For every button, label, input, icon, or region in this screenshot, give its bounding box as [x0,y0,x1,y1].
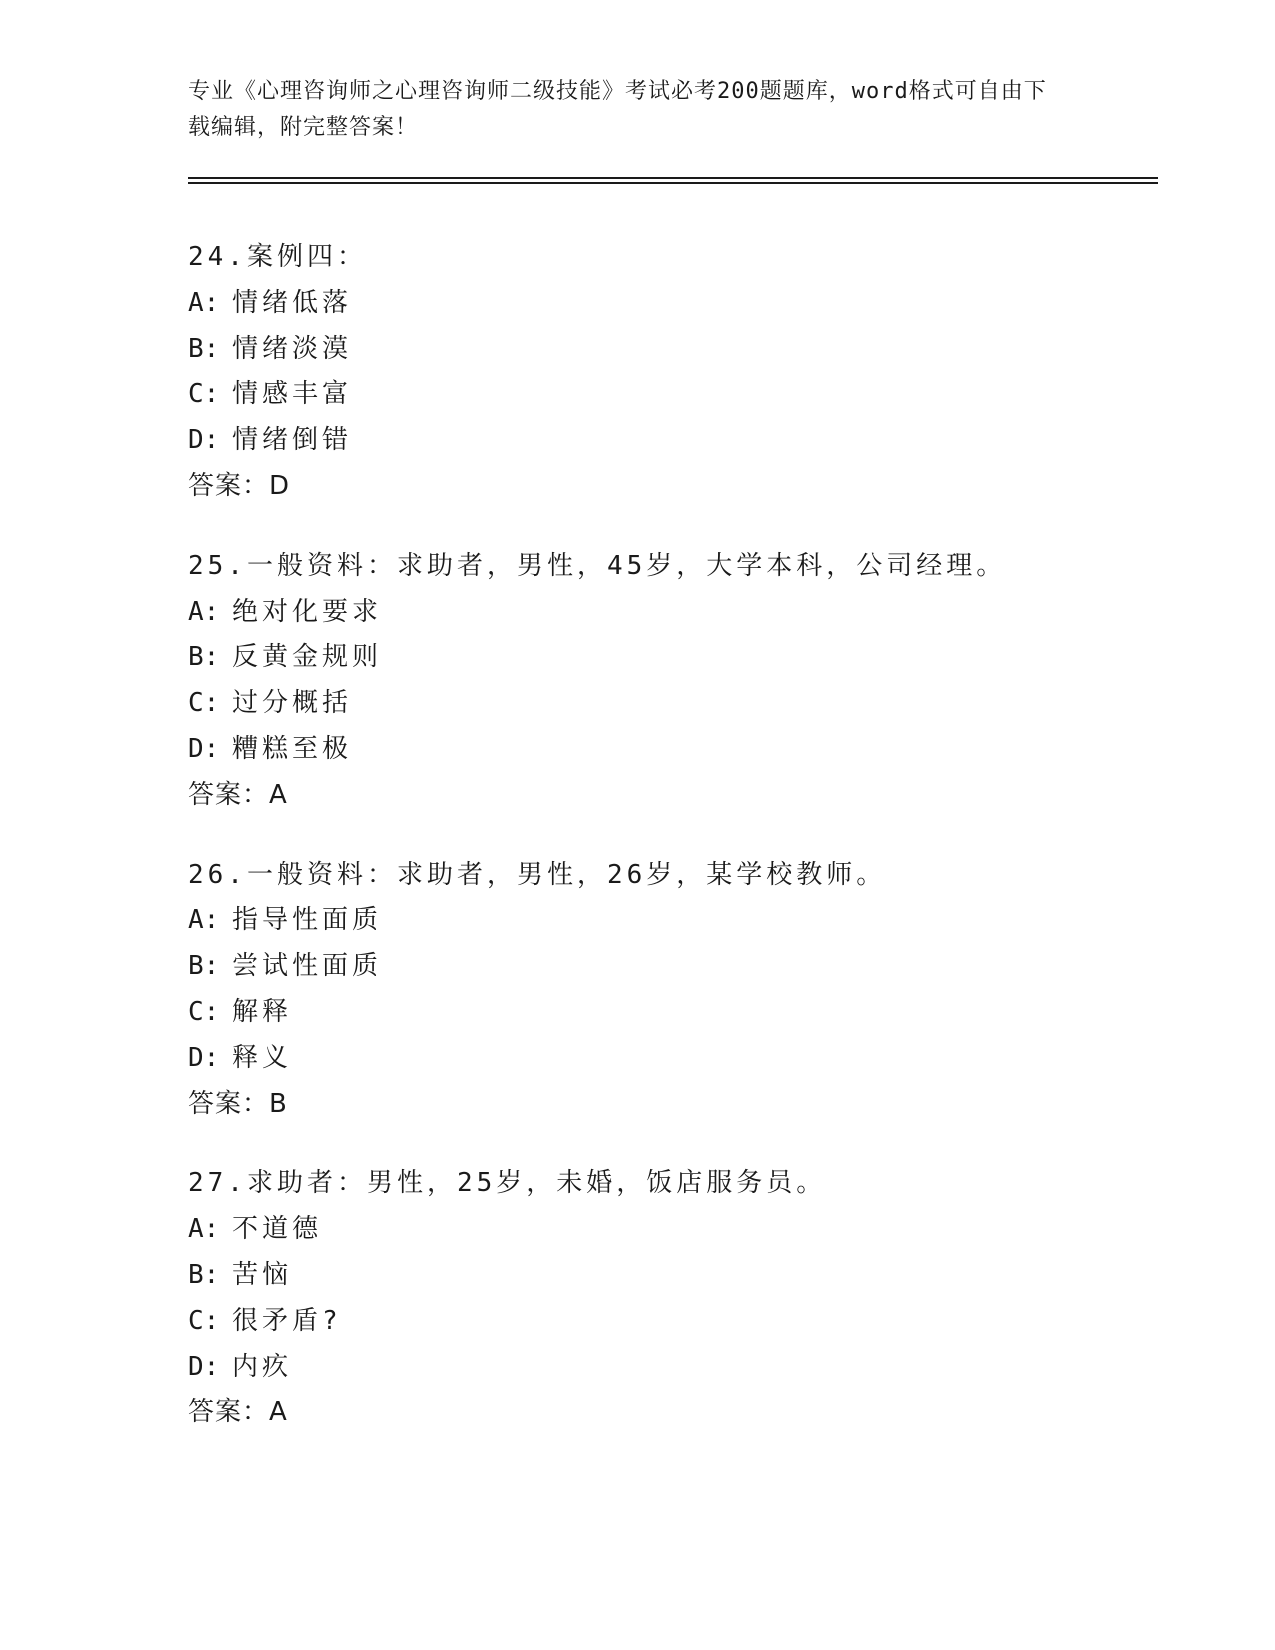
question-stem: 26.一般资料：求助者，男性，26岁，某学校教师。 [188,859,887,890]
option-letter: D: [188,1042,220,1073]
header-divider-bottom [188,182,1158,184]
option-letter: C: [188,688,220,719]
option-letter: C: [188,996,220,1027]
option-a [188,898,1158,944]
option-c [188,372,1158,418]
option-letter: A: [188,1214,220,1245]
option-text: 指导性面质 [232,905,383,936]
option-letter: C: [188,379,220,410]
question-26 [188,853,1158,1128]
option-text: 过分概括 [232,688,353,719]
option-c [188,1299,1158,1345]
question-27 [188,1161,1158,1436]
option-a [188,281,1158,327]
answer-line: 答案：A [188,779,288,810]
document-header [188,74,1068,146]
option-text: 绝对化要求 [232,596,383,627]
option-text: 解释 [232,996,293,1027]
option-letter: A: [188,596,220,627]
option-text: 情绪淡漠 [232,333,353,364]
answer-line: 答案：D [188,470,291,501]
header-divider-top [188,177,1158,179]
option-a [188,1207,1158,1253]
option-letter: D: [188,733,220,764]
question-stem: 27.求助者：男性，25岁，未婚，饭店服务员。 [188,1168,827,1199]
option-letter: B: [188,642,220,673]
option-letter: C: [188,1305,220,1336]
option-letter: D: [188,1351,220,1382]
option-c [188,990,1158,1036]
answer-line: 答案：A [188,1397,288,1428]
option-text: 情感丰富 [232,379,353,410]
option-b [188,944,1158,990]
option-letter: B: [188,333,220,364]
option-d [188,1345,1158,1391]
option-text: 内疚 [232,1351,293,1382]
option-c [188,681,1158,727]
question-list [188,235,1158,1470]
option-text: 尝试性面质 [232,951,383,982]
header-intro-text: 专业《心理咨询师之心理咨询师二级技能》考试必考200题题库，word格式可自由下载编辑，附完整答案！ [188,79,1047,140]
option-text: 很矛盾? [232,1305,342,1336]
option-text: 反黄金规则 [232,642,383,673]
option-b [188,327,1158,373]
option-b [188,1253,1158,1299]
option-letter: A: [188,905,220,936]
option-text: 情绪低落 [232,287,353,318]
question-24 [188,235,1158,510]
option-a [188,590,1158,636]
option-b [188,635,1158,681]
option-text: 苦恼 [232,1259,293,1290]
option-d [188,1036,1158,1082]
option-letter: B: [188,951,220,982]
question-25 [188,544,1158,819]
option-text: 不道德 [232,1214,323,1245]
option-text: 糟糕至极 [232,733,353,764]
question-stem: 25.一般资料：求助者，男性，45岁，大学本科，公司经理。 [188,550,1007,581]
option-text: 释义 [232,1042,293,1073]
option-letter: B: [188,1259,220,1290]
option-d [188,727,1158,773]
answer-line: 答案：B [188,1088,288,1119]
option-d [188,418,1158,464]
option-letter: D: [188,425,220,456]
option-letter: A: [188,287,220,318]
option-text: 情绪倒错 [232,425,353,456]
question-stem: 24.案例四： [188,242,367,272]
